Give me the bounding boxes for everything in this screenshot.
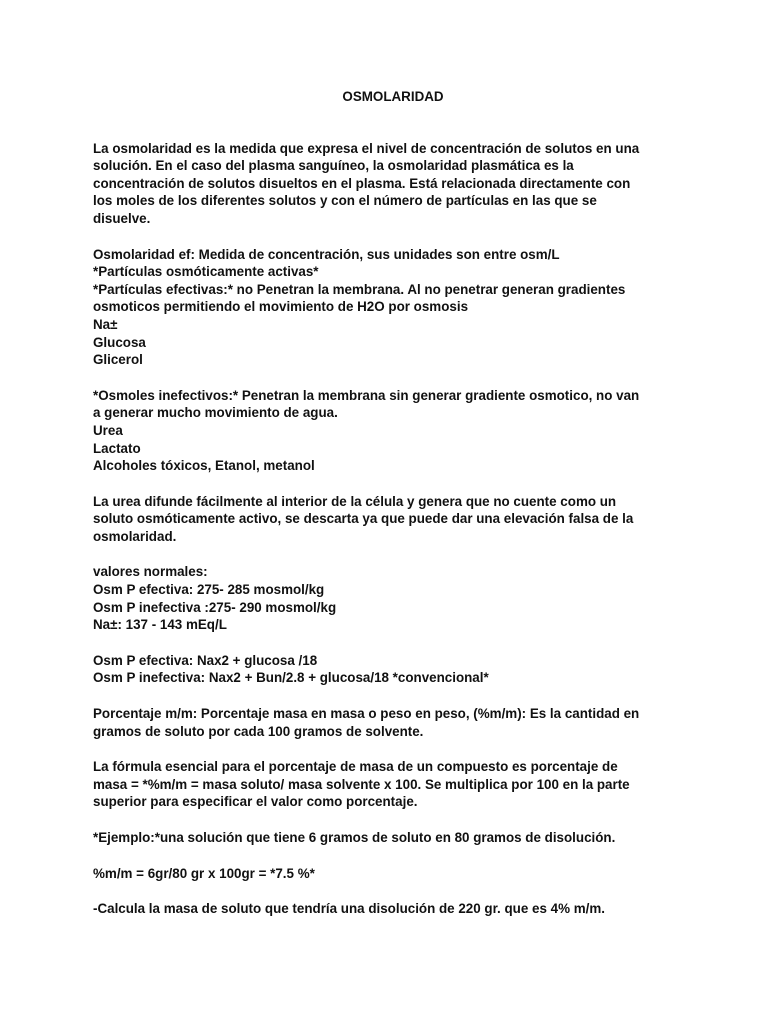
text-line: los moles de los diferentes solutos y con el número de partículas en las que se bbox=[93, 193, 597, 209]
list-item: Glucosa bbox=[93, 334, 146, 350]
list-item: Urea bbox=[93, 422, 123, 438]
text-line: Osm P efectiva: 275- 285 mosmol/kg bbox=[93, 582, 325, 598]
text-line: superior para especificar el valor como porcentaje. bbox=[93, 794, 418, 810]
text-line: gramos de soluto por cada 100 gramos de solvente. bbox=[93, 723, 424, 739]
list-item: Glicerol bbox=[93, 352, 143, 368]
text-line: *Osmoles inefectivos:* Penetran la membrana sin generar gradiente osmotico, no van bbox=[93, 387, 640, 403]
exercise-paragraph bbox=[93, 900, 683, 918]
text-line: Osm P efectiva: Nax2 + glucosa /18 bbox=[93, 652, 318, 668]
text-line: La osmolaridad es la medida que expresa el nivel de concentración de solutos en una bbox=[93, 140, 640, 156]
text-line: disuelve. bbox=[93, 210, 151, 226]
normal-values-paragraph bbox=[93, 563, 683, 633]
example-paragraph bbox=[93, 829, 683, 847]
text-line: soluto osmóticamente activo, se descarta ya que puede dar una elevación falsa de la bbox=[93, 511, 634, 527]
text-line: La fórmula esencial para el porcentaje de masa de un compuesto es porcentaje de bbox=[93, 759, 618, 775]
example-result-paragraph bbox=[93, 865, 683, 883]
text-line: %m/m = 6gr/80 gr x 100gr = *7.5 %* bbox=[93, 865, 315, 881]
urea-paragraph bbox=[93, 493, 683, 546]
effective-particles-paragraph bbox=[93, 246, 683, 369]
list-item: Na± bbox=[93, 316, 118, 332]
text-line: *Ejemplo:*una solución que tiene 6 gramos de soluto en 80 gramos de disolución. bbox=[93, 830, 616, 845]
text-line: La urea difunde fácilmente al interior de la célula y genera que no cuente como un bbox=[93, 493, 617, 509]
text-line: a generar mucho movimiento de agua. bbox=[93, 405, 338, 421]
text-line: *Partículas osmóticamente activas* bbox=[93, 264, 319, 280]
ineffective-osmoles-paragraph bbox=[93, 387, 683, 475]
document-body bbox=[93, 88, 683, 936]
percentage-formula-paragraph bbox=[93, 758, 683, 811]
list-item: Alcoholes tóxicos, Etanol, metanol bbox=[93, 458, 315, 474]
text-line: Porcentaje m/m: Porcentaje masa en masa o peso en peso, (%m/m): Es la cantidad en bbox=[93, 706, 640, 722]
document-title: OSMOLARIDAD bbox=[342, 89, 444, 104]
intro-paragraph bbox=[93, 140, 683, 228]
text-line: masa = *%m/m = masa soluto/ masa solvente x 100. Se multiplica por 100 en la parte bbox=[93, 776, 630, 792]
percentage-definition-paragraph bbox=[93, 705, 683, 740]
text-line: concentración de solutos disueltos en el plasma. Está relacionada directamente con bbox=[93, 175, 631, 191]
list-item: Lactato bbox=[93, 440, 141, 456]
text-line: Osm P inefectiva :275- 290 mosmol/kg bbox=[93, 599, 337, 615]
text-line: *Partículas efectivas:* no Penetran la membrana. Al no penetrar generan gradientes bbox=[93, 281, 626, 297]
text-line: solución. En el caso del plasma sanguíneo, la osmolaridad plasmática es la bbox=[93, 158, 574, 174]
text-line: osmolaridad. bbox=[93, 528, 177, 544]
formulas-paragraph bbox=[93, 652, 683, 687]
text-line: Osmolaridad ef: Medida de concentración, sus unidades son entre osm/L bbox=[93, 246, 560, 262]
text-line: Na±: 137 - 143 mEq/L bbox=[93, 617, 227, 633]
text-line: valores normales: bbox=[93, 564, 208, 580]
text-line: -Calcula la masa de soluto que tendría una disolución de 220 gr. que es 4% m/m. bbox=[93, 901, 605, 917]
text-line: osmoticos permitiendo el movimiento de H2O por osmosis bbox=[93, 299, 469, 315]
text-line: Osm P inefectiva: Nax2 + Bun/2.8 + glucosa/18 *convencional* bbox=[93, 670, 489, 686]
